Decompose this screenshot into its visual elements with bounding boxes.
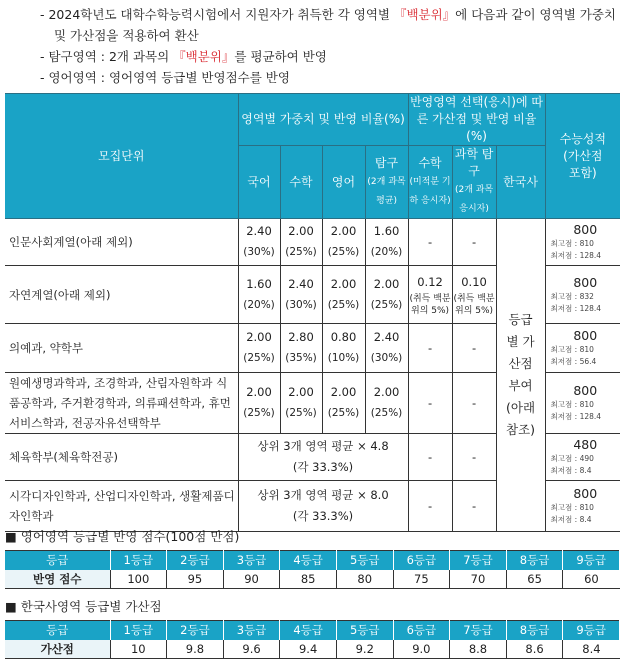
grade-value: 9.0 (393, 640, 450, 659)
bonus-sci-cell: - (452, 373, 496, 434)
hist-bonus-cell: 등급별 가산점 부여 (아래 참조) (496, 219, 545, 532)
grade-label: 9등급 (563, 621, 620, 640)
grade-value: 9.8 (167, 640, 224, 659)
header-hist: 한국사 (496, 146, 545, 219)
grade-value: 8.4 (563, 640, 620, 659)
weight-cell: 2.00 (25%) (280, 373, 322, 434)
grade-value: 9.6 (223, 640, 280, 659)
header-weights: 영역별 가중치 및 반영 비율(%) (238, 94, 408, 146)
bonus-math-cell: - (408, 481, 452, 532)
grade-value: 100 (110, 570, 167, 589)
row-label: 반영 점수 (5, 570, 110, 589)
grade-label: 5등급 (336, 551, 393, 570)
header-inq: 탐구 (2개 과목 평균) (365, 146, 408, 219)
grade-label: 6등급 (393, 621, 450, 640)
eng-section-title: ■ 영어영역 등급별 반영 점수(100점 만점) (5, 529, 240, 544)
unit-name: 인문사회계열(아래 제외) (5, 219, 238, 266)
eng-grade-table (5, 550, 620, 589)
note-3: - 영어영역 : 영어영역 등급별 반영점수를 반영 (40, 70, 290, 85)
weight-cell: 2.40 (30%) (280, 266, 322, 324)
header-score: 수능성적 (가산점 포함) (545, 94, 620, 219)
grade-header: 등급 (5, 621, 110, 640)
score-cell: 480 최고점 : 490 최저점 : 8.4 (545, 434, 620, 481)
grade-label: 3등급 (223, 621, 280, 640)
weight-cell: 2.00 (25%) (238, 324, 280, 373)
table-row (5, 219, 620, 266)
bonus-math-cell: - (408, 324, 452, 373)
grade-value: 85 (280, 570, 337, 589)
grade-value: 9.2 (336, 640, 393, 659)
unit-name: 자연계열(아래 제외) (5, 266, 238, 324)
grade-label: 7등급 (450, 551, 507, 570)
grade-value: 80 (336, 570, 393, 589)
notes (40, 4, 620, 88)
hist-section-title: ■ 한국사영역 등급별 가산점 (5, 599, 162, 614)
grade-label: 5등급 (336, 621, 393, 640)
header-bonus: 반영영역 선택(응시)에 따른 가산점 및 반영 비율(%) (408, 94, 545, 146)
hist-grade-table (5, 620, 620, 659)
weight-cell: 2.00 (25%) (280, 219, 322, 266)
weight-cell: 1.60 (20%) (238, 266, 280, 324)
grade-label: 2등급 (167, 621, 224, 640)
unit-name: 체육학부(체육학전공) (5, 434, 238, 481)
weight-cell: 2.40 (30%) (238, 219, 280, 266)
grade-label: 2등급 (167, 551, 224, 570)
bonus-math-cell: - (408, 434, 452, 481)
unit-name: 의예과, 약학부 (5, 324, 238, 373)
header-math: 수학 (280, 146, 322, 219)
grade-label: 4등급 (280, 551, 337, 570)
grade-label: 3등급 (223, 551, 280, 570)
grade-value: 95 (167, 570, 224, 589)
unit-name: 원예생명과학과, 조경학과, 산림자원학과 식품공학과, 주거환경학과, 의류패션학과, 휴먼서비스학과, 전공자유선택학부 (5, 373, 238, 434)
bonus-math-cell: - (408, 373, 452, 434)
bonus-sci-cell: - (452, 481, 496, 532)
grade-label: 9등급 (563, 551, 620, 570)
grade-label: 6등급 (393, 551, 450, 570)
grade-label: 8등급 (506, 621, 563, 640)
weight-cell: 2.00 (25%) (322, 373, 365, 434)
weight-cell: 2.00 (25%) (365, 266, 408, 324)
grade-label: 1등급 (110, 621, 167, 640)
weight-cell: 2.00 (25%) (238, 373, 280, 434)
grade-value: 9.4 (280, 640, 337, 659)
note-2: - 탐구영역 : 2개 과목의 『백분위』를 평균하여 반영 (40, 49, 327, 64)
score-cell: 800 최고점 : 810 최저점 : 128.4 (545, 219, 620, 266)
bonus-sci-cell: - (452, 434, 496, 481)
bonus-sci-cell: - (452, 324, 496, 373)
weight-cell: 0.80 (10%) (322, 324, 365, 373)
bonus-sci-cell: - (452, 219, 496, 266)
row-label: 가산점 (5, 640, 110, 659)
grade-value: 90 (223, 570, 280, 589)
merged-weight-cell: 상위 3개 영역 평균 × 4.8 (각 33.3%) (238, 434, 408, 481)
weight-table (5, 93, 620, 532)
header-unit: 모집단위 (5, 94, 238, 219)
grade-value: 60 (563, 570, 620, 589)
grade-value: 8.6 (506, 640, 563, 659)
bonus-math-cell: - (408, 219, 452, 266)
weight-cell: 2.00 (25%) (365, 373, 408, 434)
score-cell: 800 최고점 : 810 최저점 : 56.4 (545, 324, 620, 373)
note-1: - 2024학년도 대학수학능력시험에서 지원자가 취득한 각 영역별 『백분위』에 다음과 같이 영역별 가중치 및 가산점을 적용하여 환산 (40, 7, 616, 43)
grade-value: 70 (450, 570, 507, 589)
grade-header: 등급 (5, 551, 110, 570)
grade-label: 4등급 (280, 621, 337, 640)
score-cell: 800 최고점 : 810 최저점 : 8.4 (545, 481, 620, 532)
unit-name: 시각디자인학과, 산업디자인학과, 생활제품디자인학과 (5, 481, 238, 532)
header-eng: 영어 (322, 146, 365, 219)
grade-label: 8등급 (506, 551, 563, 570)
header-bonus-math: 수학 (미적분 기하 응시자) (408, 146, 452, 219)
grade-value: 10 (110, 640, 167, 659)
grade-label: 7등급 (450, 621, 507, 640)
weight-cell: 1.60 (20%) (365, 219, 408, 266)
score-cell: 800 최고점 : 832 최저점 : 128.4 (545, 266, 620, 324)
score-cell: 800 최고점 : 810 최저점 : 128.4 (545, 373, 620, 434)
grade-label: 1등급 (110, 551, 167, 570)
weight-cell: 2.40 (30%) (365, 324, 408, 373)
weight-cell: 2.00 (25%) (322, 266, 365, 324)
weight-cell: 2.80 (35%) (280, 324, 322, 373)
bonus-sci-cell: 0.10 (취득 백분위의 5%) (452, 266, 496, 324)
grade-value: 65 (506, 570, 563, 589)
merged-weight-cell: 상위 3개 영역 평균 × 8.0 (각 33.3%) (238, 481, 408, 532)
header-bonus-sci: 과학 탐구 (2개 과목 응시자) (452, 146, 496, 219)
bonus-math-cell: 0.12 (취득 백분위의 5%) (408, 266, 452, 324)
weight-cell: 2.00 (25%) (322, 219, 365, 266)
grade-value: 8.8 (450, 640, 507, 659)
header-kor: 국어 (238, 146, 280, 219)
grade-value: 75 (393, 570, 450, 589)
